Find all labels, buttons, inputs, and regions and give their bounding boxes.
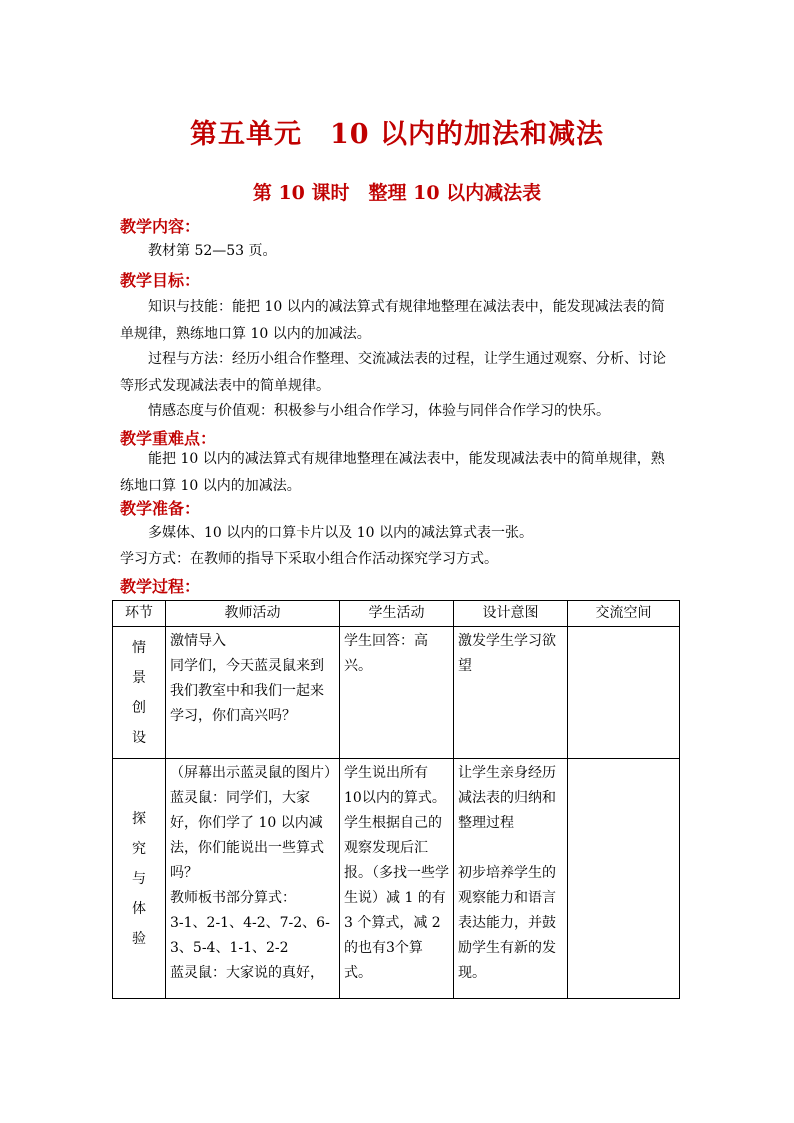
header-stage: 环节 xyxy=(113,601,166,627)
goal-process: 过程与方法：经历小组合作整理、交流减法表的过程，让学生通过观察、分析、讨论等形式发现减法表中的简单规律。 xyxy=(120,351,666,394)
process-table xyxy=(112,600,680,999)
stage-char: 情 xyxy=(132,639,146,656)
design-intent-cell xyxy=(454,627,568,759)
goal-emotion: 情感态度与价值观：积极参与小组合作学习，体验与同伴合作学习的快乐。 xyxy=(148,403,610,419)
stage-char: 探 xyxy=(132,810,146,827)
header-space: 交流空间 xyxy=(568,601,680,627)
design-text: 激发学生学习欲望 xyxy=(458,633,556,674)
teacher-activity-cell xyxy=(166,627,340,759)
teacher-text: 蓝灵鼠：大家说的真好， xyxy=(170,965,324,981)
teacher-text: 激情导入 xyxy=(170,633,226,649)
stage-char: 景 xyxy=(132,669,146,686)
teacher-text: （屏幕出示蓝灵鼠的图片）蓝灵鼠：同学们，大家好，你们学了 10 以内减法，你们能说出一些算式吗？ xyxy=(170,765,331,881)
teacher-activity-cell xyxy=(166,759,340,999)
teacher-text: 3-1、2-1、4-2、7-2、6-3、5-4、1-1、2-2 xyxy=(170,915,330,956)
student-text: 学生说出所有 10以内的算式。学生根据自己的观察发现后汇报。（多找一些学生说）减 1 的有 3 个算式，减 2 的也有3个算式。 xyxy=(344,765,449,981)
key-heading: 教学重难点： xyxy=(120,429,217,448)
stage-char: 体 xyxy=(132,900,146,917)
table-row xyxy=(113,759,680,999)
method-text: 学习方式：在教师的指导下采取小组合作活动探究学习方式。 xyxy=(120,551,498,567)
stage-cell xyxy=(113,627,166,759)
stage-char: 究 xyxy=(132,840,146,857)
key-text: 能把 10 以内的减法算式有规律地整理在减法表中，能发现减法表中的简单规律，熟练地口算 10 以内的加减法。 xyxy=(120,451,665,494)
header-teacher: 教师活动 xyxy=(166,601,340,627)
stage-char: 与 xyxy=(132,870,146,887)
goal-knowledge: 知识与技能：能把 10 以内的减法算式有规律地整理在减法表中，能发现减法表的简单规律，熟练地口算 10 以内的加减法。 xyxy=(120,299,665,342)
teacher-text: 同学们，今天蓝灵鼠来到我们教室中和我们一起来学习，你们高兴吗？ xyxy=(170,658,324,724)
stage-char: 设 xyxy=(132,729,146,746)
design-intent-cell xyxy=(454,759,568,999)
design-text: 初步培养学生的观察能力和语言表达能力，并鼓励学生有新的发现。 xyxy=(458,865,556,981)
goals-heading: 教学目标： xyxy=(120,271,201,290)
exchange-space-cell xyxy=(568,627,680,759)
stage-char: 验 xyxy=(132,930,146,947)
lesson-subtitle: 第 10 课时 整理 10 以内减法表 xyxy=(252,182,542,204)
prep-text: 多媒体、10 以内的口算卡片以及 10 以内的减法算式表一张。 xyxy=(148,525,533,541)
prep-heading: 教学准备： xyxy=(120,499,201,518)
student-activity-cell xyxy=(340,627,454,759)
header-student: 学生活动 xyxy=(340,601,454,627)
stage-cell xyxy=(113,759,166,999)
content-text: 教材第 52—53 页。 xyxy=(148,243,277,259)
student-activity-cell xyxy=(340,759,454,999)
table-header-row xyxy=(113,601,680,627)
content-heading: 教学内容： xyxy=(120,217,201,236)
student-text: 学生回答：高兴。 xyxy=(344,633,428,674)
stage-char: 创 xyxy=(132,699,146,716)
header-design: 设计意图 xyxy=(454,601,568,627)
exchange-space-cell xyxy=(568,759,680,999)
teacher-text: 教师板书部分算式： xyxy=(170,890,296,906)
page-title: 第五单元 10 以内的加法和减法 xyxy=(190,119,604,150)
design-text: 让学生亲身经历减法表的归纳和整理过程 xyxy=(458,765,556,831)
table-row xyxy=(113,627,680,759)
process-heading: 教学过程： xyxy=(120,577,201,596)
